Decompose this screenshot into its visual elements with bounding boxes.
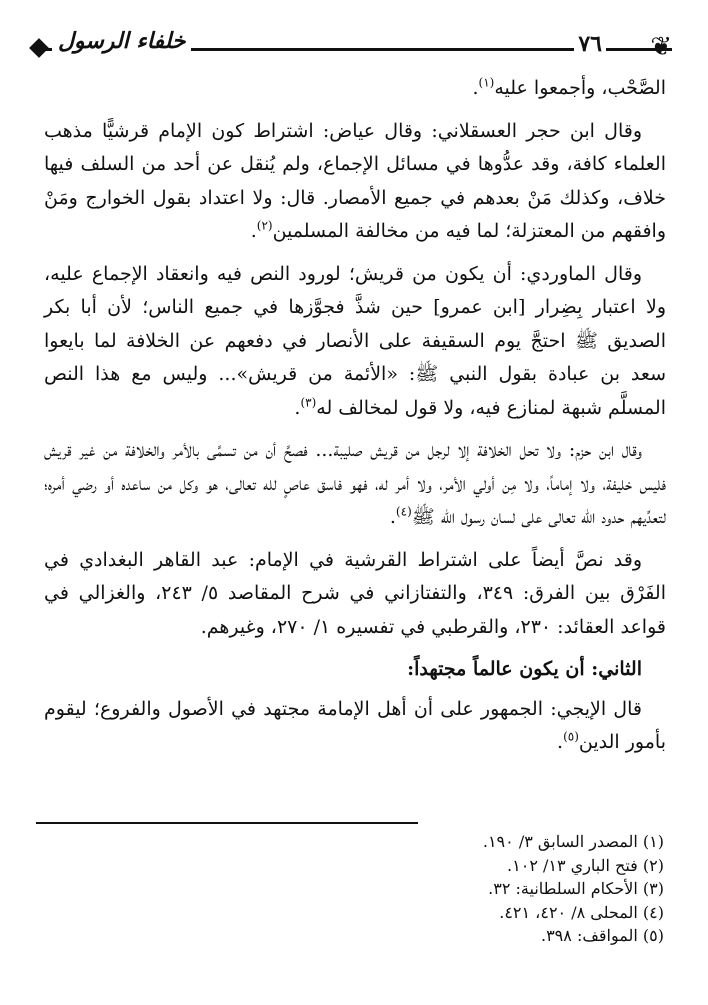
paragraph	[44, 693, 666, 760]
footnote-ref: (٥)	[563, 729, 579, 744]
paragraph	[44, 72, 666, 106]
paragraph	[44, 434, 666, 535]
diamond-ornament-icon	[29, 38, 49, 58]
paragraph	[44, 115, 666, 249]
paragraph	[44, 258, 666, 426]
footnotes	[44, 830, 664, 948]
paragraph-end: .	[557, 731, 564, 753]
paragraph-text: وقال ابن حزم: ولا تحل الخلافة إلا لرجل من قريش صليبة... فصحَّ أن من تسمَّى بالأمر والخلافة من غير قريش فليس خليفة، ولا إماماً، ولا مِن أولي الأمر، ولا أمر له، فهو فاسق عاصٍ لله تعالى، هو وكل من ساعده أو رضي أمره؛ لتعدِّيهم حدود الله تعالى على لسان رسول الله ﷺ	[44, 439, 666, 528]
paragraph-end: .	[389, 506, 396, 528]
footnote: (٤) المحلى ٨/ ٤٢٠، ٤٢١.	[499, 902, 664, 922]
floral-ornament-icon: ❦	[650, 32, 672, 62]
paragraph-end: .	[472, 77, 479, 99]
footnote: (٢) فتح الباري ١٣/ ١٠٢.	[507, 855, 664, 875]
paragraph-end: .	[294, 396, 301, 419]
paragraph-text: وقال ابن حجر العسقلاني: وقال عياض: اشتراط كون الإمام قرشيًّا مذهب العلماء كافة، وقد عدُّوها في مسائل الإجماع، ولم يُنقل عن أحد من السلف فيها خلاف، وكذلك مَنْ بعدهم في جميع الأمصار. قال: ولا اعتداد بقول الخوارج ومَنْ وافقهم من المعتزلة؛ لما فيه من مخالفة المسلمين	[44, 119, 666, 242]
paragraph	[44, 544, 666, 645]
paragraph-text: وقال الماوردي: أن يكون من قريش؛ لورود النص فيه وانعقاد الإجماع عليه، ولا اعتبار بِضِرار [ابن عمرو] حين شذَّ فجوَّزها في جميع الناس؛ لأن أبا بكر الصديق ﷺ احتجَّ يوم السقيفة على الأنصار في دفعهم عن الخلافة لما بايعوا سعد بن عبادة بقول النبي ﷺ: «الأئمة من قريش»... وليس مع هذا النص المسلَّم شبهة لمنازع فيه، ولا قول لمخالف له	[44, 262, 666, 419]
footnote: (١) المصدر السابق ٣/ ١٩٠.	[482, 832, 664, 851]
main-text	[44, 72, 666, 769]
footnote-ref: (٢)	[256, 218, 273, 233]
section-heading: الثاني: أن يكون عالماً مجتهداً:	[407, 658, 642, 680]
page-header	[32, 28, 672, 66]
footnote-separator	[36, 822, 418, 824]
footnote: (٥) المواقف: ٣٩٨.	[540, 926, 664, 945]
paragraph-text: قال الإيجي: الجمهور على أن أهل الإمامة مجتهد في الأصول والفروع؛ ليقوم بأمور الدين	[44, 697, 666, 753]
footnote: (٣) الأحكام السلطانية: ٣٢.	[488, 879, 664, 898]
paragraph-text: الصَّحْب، وأجمعوا عليه	[494, 77, 666, 99]
page-number: ٧٦	[574, 32, 606, 56]
paragraph-end: .	[250, 220, 257, 242]
running-title: خلفاء الرسول	[52, 29, 191, 53]
footnote-ref: (٤)	[395, 504, 412, 519]
footnote-ref: (٣)	[300, 395, 317, 410]
footnote-ref: (١)	[478, 75, 495, 90]
paragraph-text: وقد نصَّ أيضاً على اشتراط القرشية في الإمام: عبد القاهر البغدادي في الفَرْق بين الفرق: ٣٤٩، والتفتازاني في شرح المقاصد ٥/ ٢٤٣، والغزالي في قواعد العقائد: ٢٣٠، والقرطبي في تفسيره ١/ ٢٧٠، وغيرهم.	[44, 548, 666, 638]
